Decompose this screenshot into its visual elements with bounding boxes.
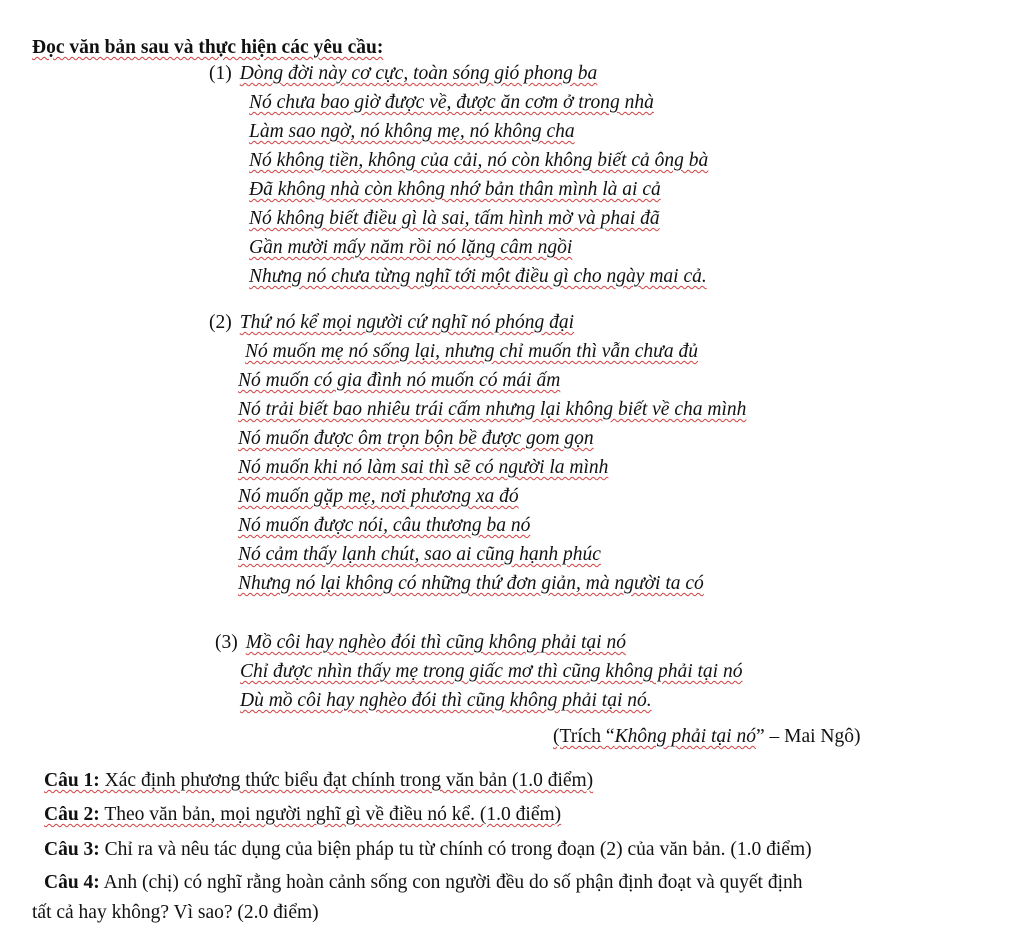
- question-2: Câu 2: Theo văn bản, mọi người nghĩ gì về điều nó kể. (1.0 điểm): [44, 804, 562, 825]
- stanza-1-number: (1): [209, 63, 232, 84]
- question-1: Câu 1: Xác định phương thức biểu đạt chính trong văn bản (1.0 điểm): [44, 770, 594, 791]
- question-3: Câu 3: Chỉ ra và nêu tác dụng của biện pháp tu từ chính có trong đoạn (2) của văn bản. (1.0 điểm): [44, 839, 812, 860]
- stanza-3-number: (3): [215, 632, 238, 653]
- stanza-1-line-3: Làm sao ngờ, nó không mẹ, nó không cha: [249, 121, 575, 142]
- stanza-2-line-1: (2) Thứ nó kể mọi người cứ nghĩ nó phóng đại: [209, 312, 575, 333]
- stanza-2-line-10: Nhưng nó lại không có những thứ đơn giản, mà người ta có: [238, 573, 704, 594]
- stanza-2-line-6: Nó muốn khi nó làm sai thì sẽ có người la mình: [238, 457, 609, 478]
- stanza-2-number: (2): [209, 312, 232, 333]
- stanza-1-line-1: (1) Dòng đời này cơ cực, toàn sóng gió phong ba: [209, 63, 598, 84]
- stanza-3-line-2: Chỉ được nhìn thấy mẹ trong giấc mơ thì cũng không phải tại nó: [240, 661, 743, 682]
- stanza-2-line-9: Nó cảm thấy lạnh chút, sao ai cũng hạnh phúc: [238, 544, 601, 565]
- stanza-2-line-8: Nó muốn được nói, câu thương ba nó: [238, 515, 531, 536]
- instruction-heading: Đọc văn bản sau và thực hiện các yêu cầu:: [32, 37, 384, 58]
- stanza-1-line-6: Nó không biết điều gì là sai, tấm hình mờ và phai đã: [249, 208, 660, 229]
- stanza-3-line-3: Dù mồ côi hay nghèo đói thì cũng không phải tại nó.: [240, 690, 652, 711]
- stanza-3-line-1: (3) Mồ côi hay nghèo đói thì cũng không phải tại nó: [215, 632, 626, 653]
- stanza-1-line-2: Nó chưa bao giờ được về, được ăn cơm ở trong nhà: [249, 92, 654, 113]
- stanza-2-line-7: Nó muốn gặp mẹ, nơi phương xa đó: [238, 486, 519, 507]
- stanza-2-line-2: Nó muốn mẹ nó sống lại, nhưng chỉ muốn thì vẫn chưa đủ: [245, 341, 698, 362]
- citation: (Trích “Không phải tại nó” – Mai Ngô): [553, 726, 861, 747]
- question-4-continuation: tất cả hay không? Vì sao? (2.0 điểm): [32, 902, 319, 923]
- stanza-2-line-3: Nó muốn có gia đình nó muốn có mái ấm: [238, 370, 561, 391]
- stanza-1-line-4: Nó không tiền, không của cải, nó còn không biết cả ông bà: [249, 150, 709, 171]
- citation-title: Không phải tại nó: [614, 726, 756, 747]
- stanza-2-line-5: Nó muốn được ôm trọn bộn bề được gom gọn: [238, 428, 594, 449]
- question-4: Câu 4: Anh (chị) có nghĩ rằng hoàn cảnh sống con người đều do số phận định đoạt và quyết định: [44, 872, 803, 893]
- stanza-1-line-7: Gần mười mấy năm rồi nó lặng câm ngồi: [249, 237, 573, 258]
- stanza-1-line-5: Đã không nhà còn không nhớ bản thân mình là ai cả: [249, 179, 661, 200]
- stanza-2-line-4: Nó trải biết bao nhiêu trái cấm nhưng lại không biết về cha mình: [238, 399, 747, 420]
- stanza-1-line-8: Nhưng nó chưa từng nghĩ tới một điều gì cho ngày mai cả.: [249, 266, 707, 287]
